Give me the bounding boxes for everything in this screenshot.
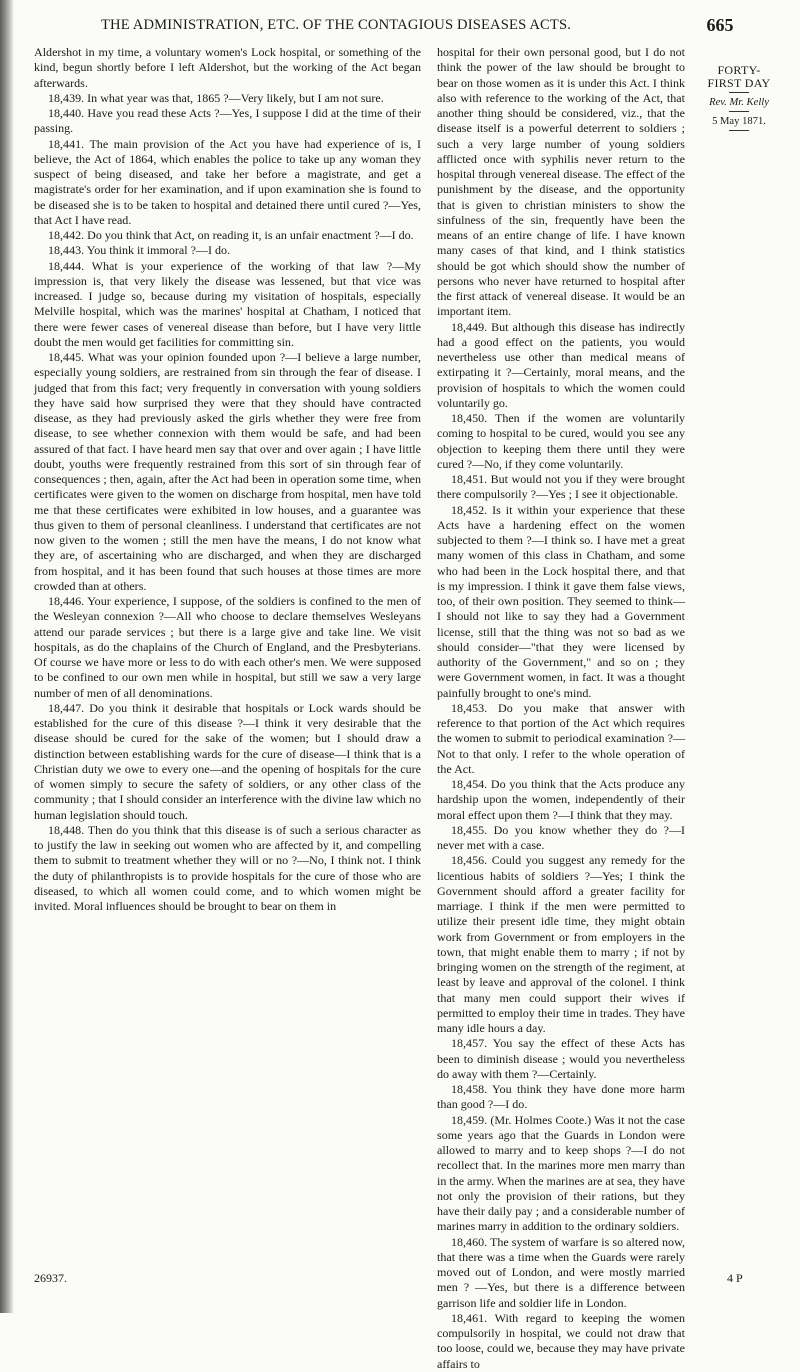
paragraph: hospital for their own personal good, but I do not think the power of the law should be brought to bear on those women as it is under this Act. I think also with reference to the working of the Act, that another thing should be considered, viz., that the disease itself is a powerful deterrent to soldiers ; such a very large number of young soldiers afflicted once with syphilis never return to the hospital through venereal disease. The effect of the punishment by the disease, and the opportunity that is given to christian ministers to show the sinfulness of the sin, frequently have been the means of an entire change of life. I have known many cases of that kind, and I think statistics should be got which should show the number of persons who never have returned to hospital after the first attack of venereal disease. It would be an important item. — [437, 45, 685, 319]
section-title-line1: FORTY- — [717, 63, 761, 77]
witness-name: Rev. Mr. Kelly — [709, 97, 769, 108]
paragraph: 18,461. With regard to keeping the women compulsorily in hospital, we could not draw that too loose, could we, because they may have private affairs to — [437, 1310, 685, 1371]
paragraph: 18,453. Do you make that answer with reference to that portion of the Act which requires the women to submit to periodical examination ?—Not to that only. I refer to the whole operation of the Act. — [437, 700, 685, 776]
page-number: 665 — [706, 15, 734, 35]
paragraph: 18,442. Do you think that Act, on reading it, is an unfair enactment ?—I do. — [48, 228, 414, 242]
section-title-line2: FIRST DAY — [707, 76, 771, 90]
margin-rule — [729, 111, 749, 112]
margin-note — [692, 64, 786, 134]
paragraph: 18,455. Do you know whether they do ?—I never met with a case. — [437, 822, 685, 852]
margin-rule — [729, 130, 749, 131]
paragraph: 18,450. Then if the women are voluntarily coming to hospital to be cured, would you see any objection to keeping them there until they were cured ?—No, if they come voluntarily. — [437, 411, 685, 471]
paragraph: Aldershot in my time, a voluntary women's Lock hospital, or something of the kind, begun shortly before I left Aldershot, but the working of the Act began afterwards. — [34, 45, 421, 90]
paragraph: 18,445. What was your opinion founded upon ?—I believe a large number, especially young soldiers, are restrained from sin through the fear of disease. I judged that from this fact; very frequently in conversation with young soldiers they have said how surprised they were that they should have contracted disease, as they had previously asked the girls whether they were free from disease, to see whether connexion with them would be safe, and had been assured of that fact. I have heard men say that over and over again ; I have little doubt, youths were frequently restrained from this sort of sin through fear of consequences ; then, again, after the Act had been in operation some time, when certificates were given to the women on discharge from hospital, men have told me that these certificates were exhibited in low houses, and a guarantee was thus given to them of personal cleanliness. I understand that certificates are not now given to the women ; still the men have the means, I do not know what they are, of ascertaining who are discharged, and when they are discharged from hospital, and it has been found that such houses at those times are more crowded than at others. — [34, 350, 421, 593]
page-binding-shadow — [0, 0, 14, 1313]
right-column — [437, 45, 685, 1372]
paragraph: 18,447. Do you think it desirable that hospitals or Lock wards should be established for the cure of this disease ?—I think it very desirable that the disease should be cured for the sake of the women; but I should draw a distinction between establishing wards for the cure of disease—I think that is a Christian duty we owe to every one—and the opening of hospitals for the cure of women simply to secure the safety of soldiers, or any other class of the community ; that I should consider an interference with the divine law which no human legislation should touch. — [34, 700, 421, 822]
paragraph: 18,456. Could you suggest any remedy for the licentious habits of soldiers ?—Yes; I think the Government should afford a greater facility for marriage. I think if the men were permitted to utilize their present idle time, they might obtain work from Government or from employers in the town, that might enable them to marry ; if not by bringing women on the strength of the regiment, at least by leave and approval of the colonel. I think that many men could support their wives if permitted to employ their time in trades. They have many idle hours a day. — [437, 853, 685, 1035]
paragraph: 18,460. The system of warfare is so altered now, that there was a time when the Guards were rarely moved out of London, and were mostly married men ? —Yes, but there is a difference between garrison life and soldier life in London. — [437, 1234, 685, 1310]
paragraph: 18,452. Is it within your experience that these Acts have a hardening effect on the women subjected to them ?—I think so. I have met a great many women of this class in Chatham, and some who had been in the Lock hospital there, and that is my impression. I think it gave them false views, too, of their own position. They seemed to think—I should not like to say they had a Government license, still that the thing was not so bad as we should consider—"that they were licensed by authority of the Government," and so on ; they were Government women, in fact. It was a thought painfully brought to one's mind. — [437, 502, 685, 700]
margin-rule — [729, 92, 749, 93]
paragraph: 18,459. (Mr. Holmes Coote.) Was it not the case some years ago that the Guards in London were allowed to marry and to keep shops ?—I do not recollect that. In the marines more men marry than in the army. When the marines are at sea, they have not only the provision of their rations, but they have their daily pay ; and a considerable number of marines marry in addition to the ordinary soldiers. — [437, 1112, 685, 1234]
paragraph: 18,439. In what year was that, 1865 ?—Very likely, but I am not sure. — [48, 90, 384, 105]
paragraph: 18,446. Your experience, I suppose, of the soldiers is confined to the men of the Wesleyan connexion ?—All who choose to declare themselves Wesleyans attend our parade services ; but there is a large give and take line. We visit hospitals, as do the chaplains of the Church of England, and the Presbyterians. Of course we have more or less to do with each other's men. We were supposed to be confined to our own men while in hospital, but still we saw a very large number of men of all denominations. — [34, 594, 421, 700]
paragraph: 18,457. You say the effect of these Acts has been to diminish disease ; would you nevertheless do away with them ?—Certainly. — [437, 1036, 685, 1081]
paragraph: 18,458. You think they have done more harm than good ?—I do. — [437, 1082, 685, 1112]
running-title: THE ADMINISTRATION, ETC. OF THE CONTAGIOUS DISEASES ACTS. — [100, 17, 572, 33]
left-column — [34, 45, 421, 914]
paragraph: 18,443. You think it immoral ?—I do. — [48, 243, 231, 258]
paragraph: 18,449. But although this disease has indirectly had a good effect on the patients, you would nevertheless use other than medical means of extirpating it ?—Certainly, moral means, and the provision of hospitals to which the women could voluntarily go. — [437, 319, 685, 410]
paragraph: 18,451. But would not you if they were brought there compulsorily ?—Yes ; I see it objectionable. — [437, 472, 685, 502]
sheet-mark: 4 P — [727, 1271, 743, 1285]
paragraph: 18,454. Do you think that the Acts produce any hardship upon the women, independently of their moral effect upon them ?—I think that they may. — [437, 777, 685, 822]
printer-signature: 26937. — [34, 1271, 67, 1285]
page-header — [0, 17, 800, 37]
paragraph: 18,441. The main provision of the Act you have had experience of is, I believe, the Act of 1864, which enables the police to take up any woman they suspect of being diseased, and take her before a magistrate, and get a magistrate's order for her examination, and if upon examination she is found to be diseased she is to be taken to hospital and detained there until cured ?—Yes, that Act I have read. — [34, 136, 421, 227]
testimony-date: 5 May 1871. — [712, 116, 766, 127]
paragraph: 18,440. Have you read these Acts ?—Yes, I suppose I did at the time of their passing. — [34, 106, 421, 136]
paragraph: 18,444. What is your experience of the working of that law ?—My impression is, that very likely the disease was lessened, but that vice was increased. I judge so, because during my visitation of hospitals, especially Melville hospital, which was the marines' hospital at Chatham, I noticed that there were fewer cases of venereal disease than before, but I have very little doubt the men would get facilities for committing sin. — [34, 258, 421, 349]
paragraph: 18,448. Then do you think that this disease is of such a serious character as to justify the law in seeking out women who are affected by it, and compelling them to submit to treatment whether they will or no ?—No, I think not. I think the duty of philanthropists is to provide hospitals for the cure of those who are diseased, to which all women could come, and to which women might be invited. Moral influences should be brought to bear on them in — [34, 822, 421, 913]
